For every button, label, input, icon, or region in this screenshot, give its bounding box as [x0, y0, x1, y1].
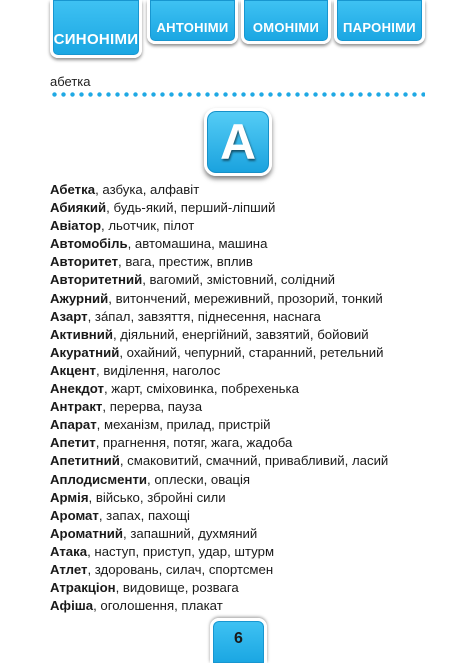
list-item — [50, 543, 440, 561]
headword: Акцент — [50, 362, 96, 378]
synonyms-text: , будь-який, перший-ліпший — [106, 200, 276, 216]
dotted-divider — [50, 92, 425, 97]
synonyms-text: , охайний, чепурний, старанний, ретельний — [119, 344, 384, 360]
synonyms-text: , оголошення, плакат — [93, 598, 223, 614]
headword: Атака — [50, 543, 88, 559]
list-item — [50, 199, 440, 217]
synonyms-text: , витончений, мереживний, прозорий, тонкий — [108, 290, 383, 306]
headword: Акуратний — [50, 344, 120, 360]
synonyms-text: , здоровань, силач, спортсмен — [87, 561, 274, 577]
list-item — [50, 561, 440, 579]
tab-synonyms[interactable]: СИНОНІМИ — [50, 0, 142, 58]
synonyms-text: , автомашина, машина — [127, 236, 268, 252]
list-item — [50, 507, 440, 525]
synonyms-text: , льотчик, пілот — [101, 218, 195, 234]
headword: Антракт — [50, 399, 103, 415]
headword: Апетит — [50, 435, 96, 451]
list-item — [50, 597, 440, 615]
synonyms-text: , жарт, сміховинка, побрехенька — [103, 381, 299, 397]
list-item — [50, 398, 440, 416]
synonyms-text: , військо, збройні сили — [88, 489, 226, 505]
synonyms-text: , прагнення, потяг, жага, жадоба — [95, 435, 293, 451]
list-item — [50, 434, 440, 452]
page-number: 6 — [210, 618, 267, 663]
synonyms-text: , запашний, духмяний — [123, 525, 258, 541]
headword: Атракціон — [50, 580, 116, 596]
headword: Абиякий — [50, 200, 107, 216]
headword: Анекдот — [50, 381, 104, 397]
synonyms-text: , вага, престиж, вплив — [118, 254, 253, 270]
list-item — [50, 416, 440, 434]
synonyms-text: , вагомий, змістовний, солідний — [142, 272, 336, 288]
synonyms-text: , зáпал, завзяття, піднесення, наснага — [87, 308, 321, 324]
headword: Армія — [50, 489, 89, 505]
headword: Активний — [50, 326, 113, 342]
list-item — [50, 471, 440, 489]
list-item — [50, 380, 440, 398]
list-item — [50, 326, 440, 344]
synonyms-text: , азбука, алфавіт — [95, 182, 200, 197]
tab-antonyms[interactable]: АНТОНІМИ — [147, 0, 238, 44]
list-item — [50, 271, 440, 289]
headword: Аплодисменти — [50, 471, 148, 487]
headword: Аромат — [50, 507, 99, 523]
headword: Апарат — [50, 417, 97, 433]
headword: Авіатор — [50, 218, 102, 234]
list-item — [50, 344, 440, 362]
headword: Абетка — [50, 182, 96, 197]
headword: Апетитний — [50, 453, 120, 469]
headword: Автомобіль — [50, 236, 128, 252]
list-item — [50, 525, 440, 543]
list-item — [50, 362, 440, 380]
headword: Ароматний — [50, 525, 124, 541]
list-item — [50, 452, 440, 470]
section-subtitle: абетка — [50, 74, 91, 89]
list-item — [50, 181, 440, 199]
synonyms-text: , механізм, прилад, пристрій — [96, 417, 271, 433]
list-item — [50, 489, 440, 507]
synonyms-text: , наступ, приступ, удар, штурм — [87, 543, 275, 559]
synonyms-text: , запах, пахощі — [98, 507, 190, 523]
synonyms-text: , перерва, пауза — [102, 399, 203, 415]
list-item — [50, 308, 440, 326]
synonyms-text: , виділення, наголос — [96, 362, 221, 378]
list-item — [50, 217, 440, 235]
synonyms-text: , смаковитий, смачний, привабливий, ласий — [119, 453, 389, 469]
section-letter-tile: А — [204, 108, 272, 176]
headword: Афіша — [50, 598, 94, 614]
synonym-list — [50, 181, 440, 615]
headword: Азарт — [50, 308, 88, 324]
list-item — [50, 579, 440, 597]
synonyms-text: , діяльний, енергійний, завзятий, бойовий — [112, 326, 369, 342]
headword: Ажурний — [50, 290, 109, 306]
tab-homonyms[interactable]: ОМОНІМИ — [241, 0, 331, 44]
headword: Авторитет — [50, 254, 119, 270]
headword: Авторитетний — [50, 272, 143, 288]
list-item — [50, 253, 440, 271]
headword: Атлет — [50, 561, 88, 577]
tab-paronyms[interactable]: ПАРОНІМИ — [334, 0, 425, 44]
list-item — [50, 290, 440, 308]
synonyms-text: , оплески, овація — [147, 471, 251, 487]
synonyms-text: , видовище, розвага — [115, 580, 239, 596]
list-item — [50, 235, 440, 253]
